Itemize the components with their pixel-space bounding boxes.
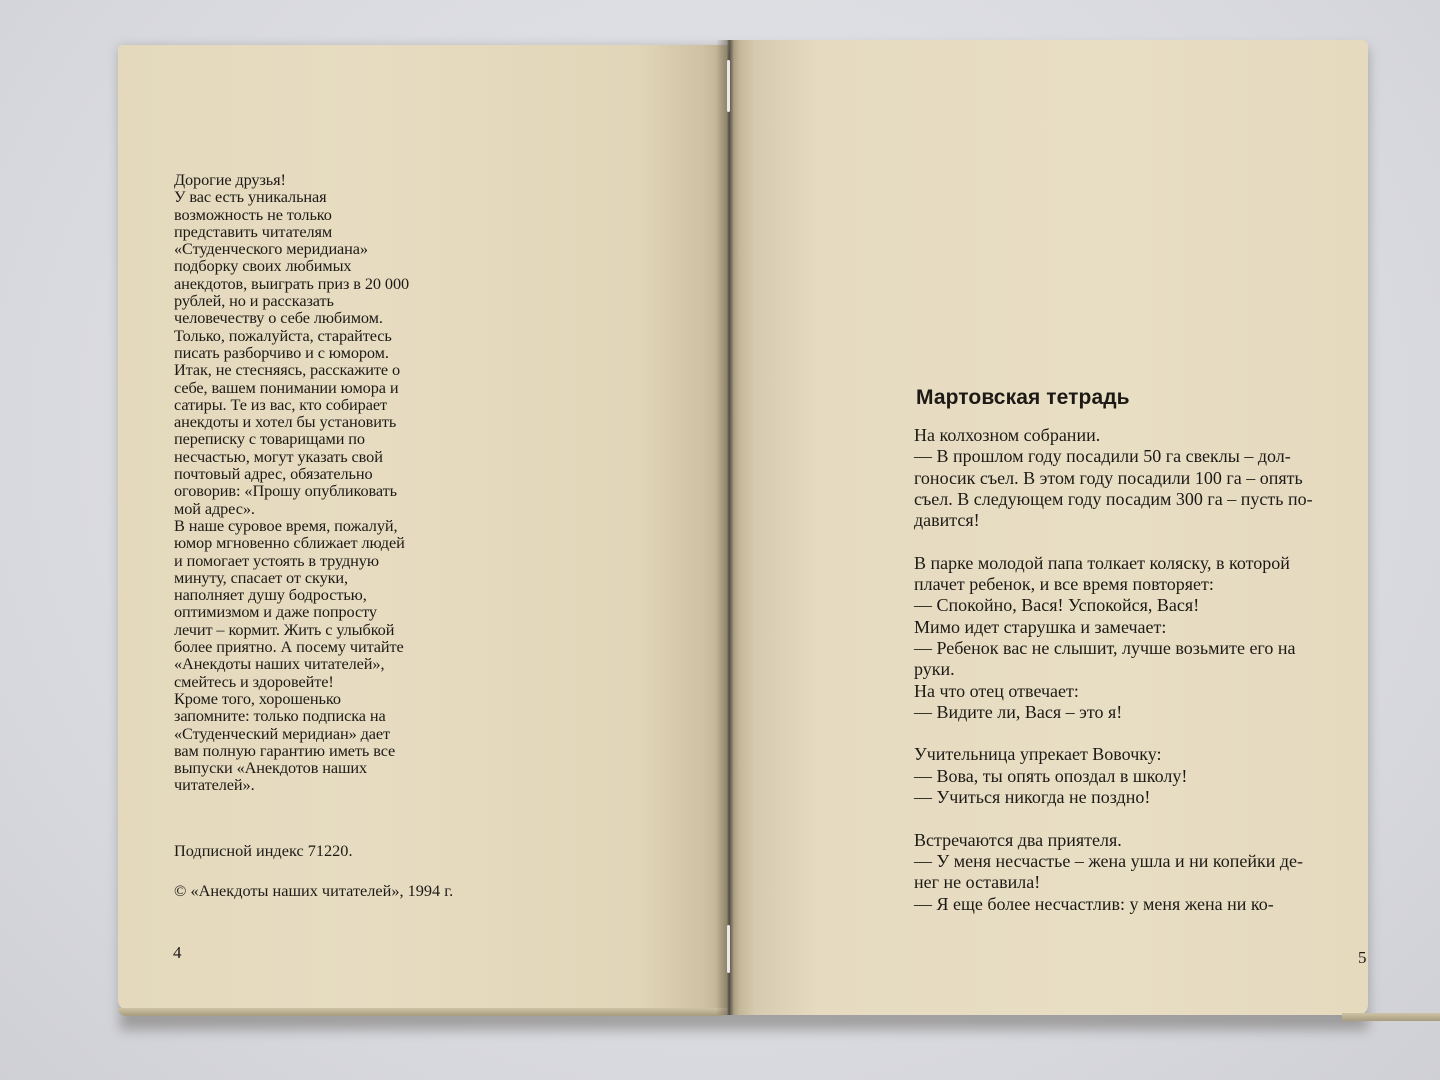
text-line: лечит – кормит. Жить с улыбкой xyxy=(174,619,395,639)
book-spine xyxy=(716,40,740,1015)
text-line: плачет ребенок, и все время повторяет: xyxy=(914,574,1214,595)
left-page-edge xyxy=(118,1008,728,1016)
subscription-index: Подписной индекс 71220. xyxy=(174,841,353,860)
text-line: несчастью, могут указать свой xyxy=(174,446,383,466)
right-page-edge xyxy=(1342,1013,1440,1021)
text-line: читателей». xyxy=(174,775,255,795)
text-line: — Видите ли, Вася – это я! xyxy=(914,701,1123,722)
joke-block xyxy=(914,830,1374,915)
paragraph-gap xyxy=(914,723,1374,744)
text-line: В парке молодой папа толкает коляску, в которой xyxy=(914,552,1290,573)
page-number-left: 4 xyxy=(173,943,182,962)
text-line: «Студенческого меридиана» xyxy=(174,239,368,259)
right-page-text xyxy=(914,425,1374,915)
text-line: себе, вашем понимании юмора и xyxy=(174,377,399,397)
text-line: выпуски «Анекдотов наших xyxy=(174,758,368,778)
text-line: На что отец отвечает: xyxy=(914,680,1079,701)
text-line: почтовый адрес, обязательно xyxy=(174,464,373,484)
open-book xyxy=(118,40,1368,1025)
text-line: Итак, не стесняясь, расскажите о xyxy=(174,360,401,380)
binding-stitch xyxy=(727,60,730,112)
text-line: сатиры. Те из вас, кто собирает xyxy=(174,394,387,414)
text-line: У вас есть уникальная xyxy=(174,187,327,207)
text-line: В наше суровое время, пожалуй, xyxy=(174,515,398,535)
binding-stitch xyxy=(727,925,730,973)
text-line: мой адрес». xyxy=(174,498,255,518)
text-line: минуту, спасает от скуки, xyxy=(174,567,349,587)
section-heading: Мартовская тетрадь xyxy=(916,386,1130,409)
text-line: — Учиться никогда не поздно! xyxy=(914,787,1151,808)
text-line: — В прошлом году посадили 50 га свеклы – дол- xyxy=(914,446,1291,467)
text-line: гоносик съел. В этом году посадили 100 га – опять xyxy=(914,467,1303,488)
text-line: руки. xyxy=(914,659,955,680)
joke-block xyxy=(914,425,1374,531)
right-page xyxy=(730,40,1368,1015)
text-line: Встречаются два приятеля. xyxy=(914,829,1122,850)
text-line: писать разборчиво и с юмором. xyxy=(174,342,389,362)
text-line: человечеству о себе любимом. xyxy=(174,308,383,328)
text-line: наполняет душу бодростью, xyxy=(174,585,367,605)
joke-block xyxy=(914,553,1374,723)
text-line: На колхозном собрании. xyxy=(914,425,1101,445)
text-line: оговорив: «Прошу опубликовать xyxy=(174,481,397,501)
text-line: Дорогие друзья! xyxy=(174,170,286,189)
text-line: Кроме того, хорошенько xyxy=(174,688,341,708)
text-line: «Анекдоты наших читателей», xyxy=(174,654,385,674)
page-number-right: 5 xyxy=(1358,948,1367,967)
text-line: юмор мгновенно сближает людей xyxy=(174,533,405,553)
text-line: — Вова, ты опять опоздал в школу! xyxy=(914,765,1188,786)
text-line: съел. В следующем году посадим 300 га – пусть по- xyxy=(914,488,1313,509)
copyright-line: © «Анекдоты наших читателей», 1994 г. xyxy=(174,881,454,900)
text-line: переписку с товарищами по xyxy=(174,429,365,449)
text-line: анекдоты и хотел бы установить xyxy=(174,412,397,432)
text-line: Учительница упрекает Вовочку: xyxy=(914,744,1162,765)
text-line: смейтесь и здоровейте! xyxy=(174,671,334,691)
text-line: «Студенческий меридиан» дает xyxy=(174,723,391,743)
paragraph-gap xyxy=(914,531,1374,552)
text-line: давится! xyxy=(914,510,980,531)
text-line: и помогает устоять в трудную xyxy=(174,550,379,570)
paragraph-gap xyxy=(914,808,1374,829)
text-line: — У меня несчастье – жена ушла и ни копейки де- xyxy=(914,850,1303,871)
text-line: более приятно. А посему читайте xyxy=(174,637,404,657)
text-line: запомните: только подписка на xyxy=(174,706,386,726)
text-line: подборку своих любимых xyxy=(174,256,352,276)
text-line: — Я еще более несчастлив: у меня жена ни ко- xyxy=(914,893,1274,914)
text-line: — Ребенок вас не слышит, лучше возьмите его на xyxy=(914,637,1296,658)
left-page xyxy=(118,45,728,1010)
text-line: вам полную гарантию иметь все xyxy=(174,740,396,760)
text-line: — Спокойно, Вася! Успокойся, Вася! xyxy=(914,595,1200,616)
text-line: возможность не только xyxy=(174,204,332,224)
text-line: анекдотов, выиграть приз в 20 000 xyxy=(174,273,410,293)
joke-block xyxy=(914,744,1374,808)
text-line: оптимизмом и даже попросту xyxy=(174,602,377,622)
text-line: представить читателям xyxy=(174,221,333,241)
text-line: Мимо идет старушка и замечает: xyxy=(914,616,1167,637)
text-line: рублей, но и рассказать xyxy=(174,291,334,311)
text-line: нег не оставила! xyxy=(914,872,1041,893)
left-page-text xyxy=(174,171,484,794)
text-line: Только, пожалуйста, старайтесь xyxy=(174,325,392,345)
